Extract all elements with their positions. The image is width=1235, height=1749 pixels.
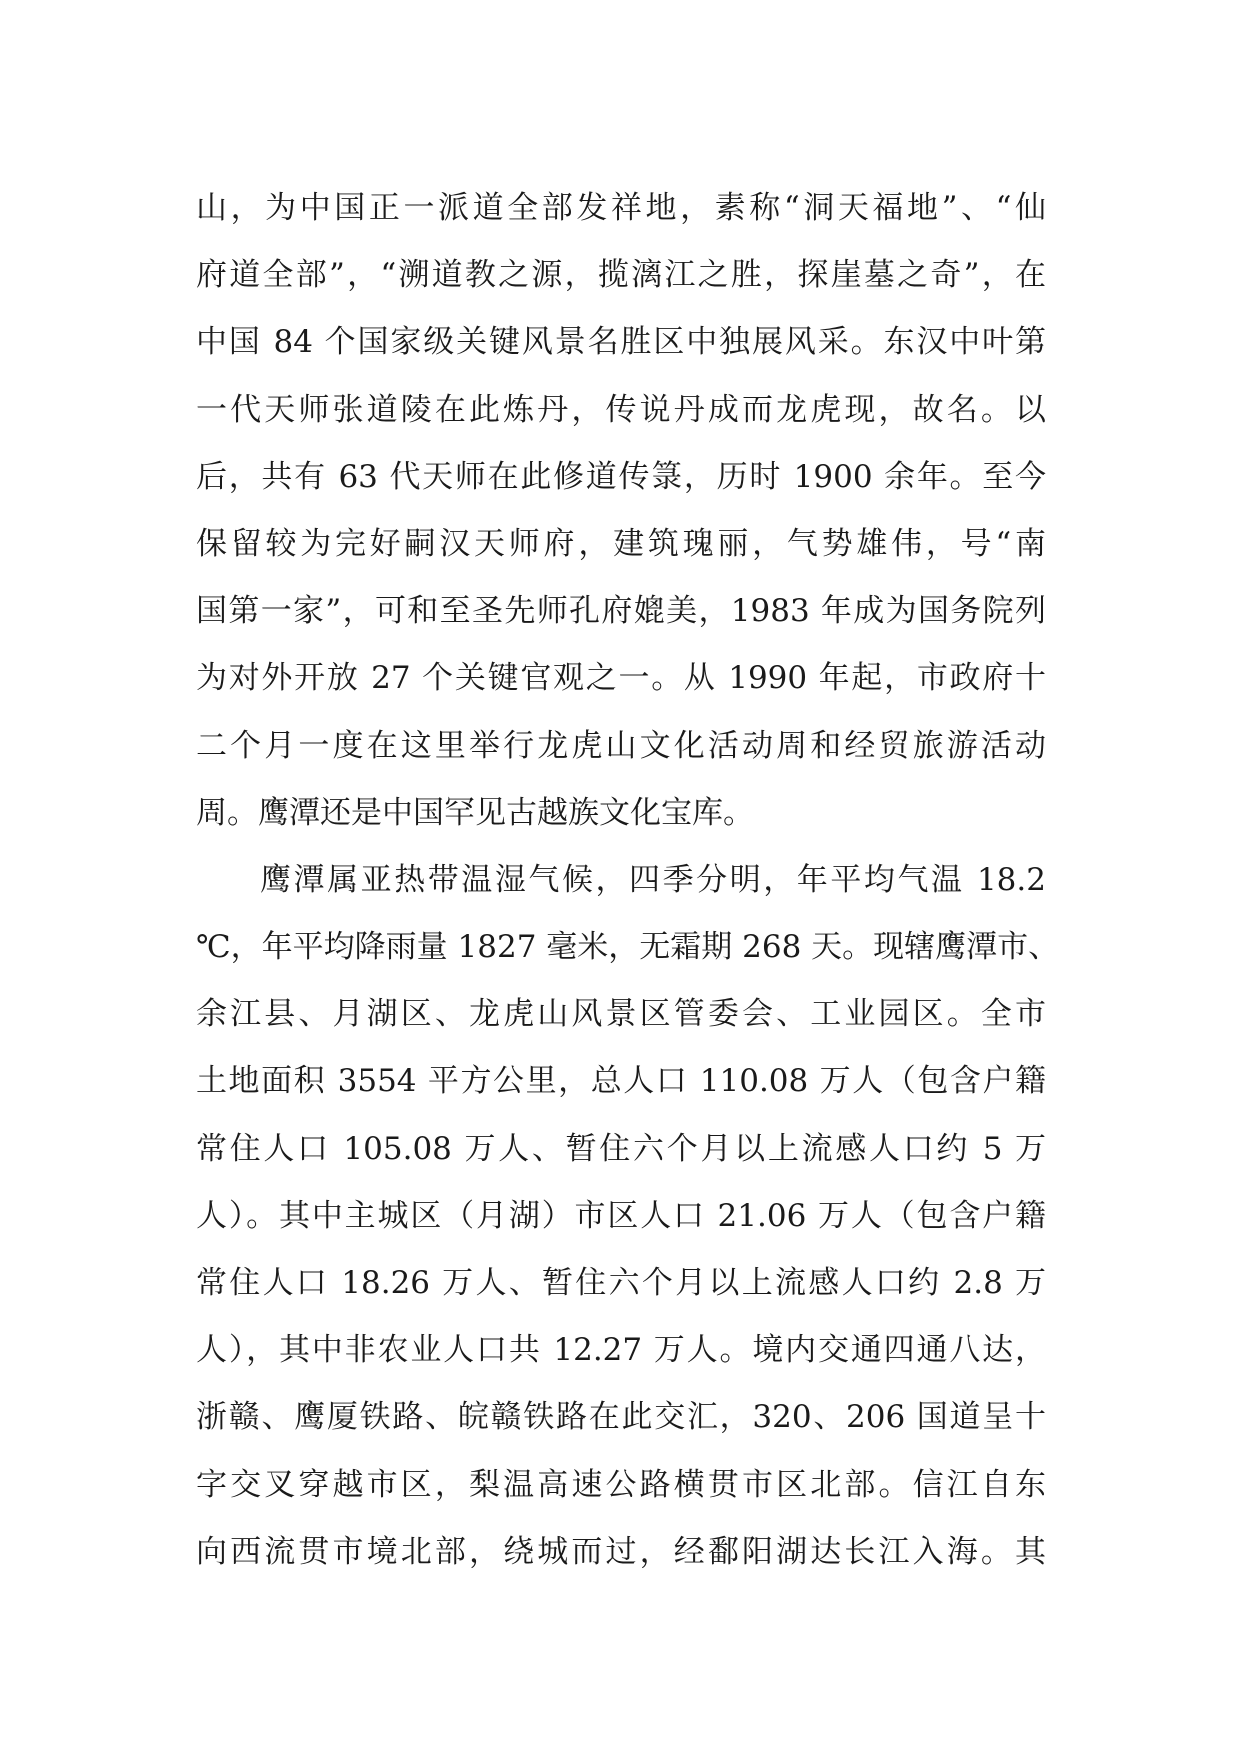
text-line: 浙赣、鹰厦铁路、皖赣铁路在此交汇，320、206 国道呈十 — [196, 1399, 1046, 1436]
text-line: 常住人口 18.26 万人、暂住六个月以上流感人口约 2.8 万 — [196, 1265, 1046, 1301]
text-line: 府道全部”，“溯道教之源，揽漓江之胜，探崖墓之奇”，在 — [196, 257, 1046, 294]
text-line: 为对外开放 27 个关键官观之一。从 1990 年起，市政府十 — [196, 660, 1046, 697]
text-line: ℃，年平均降雨量 1827 毫米，无霜期 268 天。现辖鹰潭市、 — [196, 929, 1060, 966]
text-line: 山，为中国正一派道全部发祥地，素称“洞天福地”、“仙 — [196, 190, 1046, 226]
text-line: 字交叉穿越市区，梨温高速公路横贯市区北部。信江自东 — [196, 1466, 1046, 1503]
text-line: 国第一家”，可和至圣先师孔府媲美，1983 年成为国务院列 — [196, 593, 1046, 630]
paragraph-2 — [196, 847, 1060, 1586]
text-line: 后，共有 63 代天师在此修道传箓，历时 1900 余年。至今 — [196, 458, 1046, 495]
text-line: 中国 84 个国家级关键风景名胜区中独展风采。东汉中叶第 — [196, 324, 1046, 361]
paragraph-1 — [196, 175, 1046, 847]
document-body — [196, 175, 1060, 1586]
text-line: 常住人口 105.08 万人、暂住六个月以上流感人口约 5 万 — [196, 1130, 1046, 1167]
text-line: 二个月一度在这里举行龙虎山文化活动周和经贸旅游活动 — [196, 727, 1046, 764]
text-line: 向西流贯市境北部，绕城而过，经鄱阳湖达长江入海。其 — [196, 1533, 1046, 1570]
text-line: 人），其中非农业人口共 12.27 万人。境内交通四通八达， — [196, 1332, 1046, 1369]
text-line: 鹰潭属亚热带温湿气候，四季分明，年平均气温 18.2 — [260, 861, 1046, 898]
text-line: 土地面积 3554 平方公里，总人口 110.08 万人（包含户籍 — [196, 1063, 1046, 1100]
text-line: 周。鹰潭还是中国罕见古越族文化宝库。 — [196, 794, 754, 831]
text-line: 余江县、月湖区、龙虎山风景区管委会、工业园区。全市 — [196, 996, 1046, 1033]
text-line: 人）。其中主城区（月湖）市区人口 21.06 万人（包含户籍 — [196, 1197, 1046, 1234]
text-line: 保留较为完好嗣汉天师府，建筑瑰丽，气势雄伟，号“南 — [196, 525, 1046, 562]
text-line: 一代天师张道陵在此炼丹，传说丹成而龙虎现，故名。以 — [196, 391, 1046, 428]
